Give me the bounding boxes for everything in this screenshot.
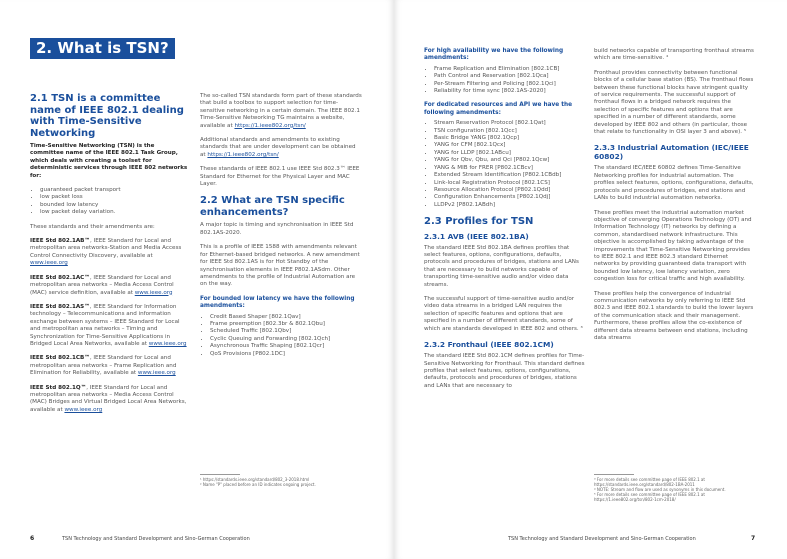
standard-link[interactable]: www.ieee.org: [134, 289, 173, 296]
list-item: • Per-Stream Filtering and Policing [802.1Qci]: [434, 81, 586, 88]
list-item: • YANG & MIB for FRER [P802.1CBcv]: [434, 165, 586, 172]
list-item: • Stream Reservation Protocol [802.1Qat]: [434, 120, 586, 127]
additional-standards-link[interactable]: https://1.ieee802.org/tsn/: [207, 151, 279, 158]
tsn-website-paragraph: The so-called TSN standards form part of these standards that build a toolbox to support selection for time-sensitive networking in a certain domain. The IEEE 802.1 Time-Sensitive Networking TG maintains a website, available at https://1.ieee802.org/tsn/: [200, 93, 362, 129]
section-title: 2. What is TSN?: [30, 38, 175, 59]
standard-description: , IEEE Standard for Local and metropolitan area networks – Media Access Control (MAC) Bridges and Virtual Bridged Local Area Networks, available at: [30, 384, 187, 413]
list-item: • Configuration Enhancements [P802.1Qdj]: [434, 194, 586, 201]
footnote-divider: [200, 474, 240, 475]
standard-name: IEEE Std 802.1AS™: [30, 303, 90, 310]
footnote: ² Name "P" placed before an ID indicates ongoing project.: [200, 482, 316, 487]
standard-name: IEEE Std 802.1Q™: [30, 384, 87, 391]
list-item: • bounded low latency: [40, 202, 190, 209]
heading-profiles: 2.3 Profiles for TSN: [424, 216, 534, 228]
industrial-paragraph-2: These profiles meet the industrial automation market objective of converging Operations Technology (OT) and Information Technology (IT) networks by defining a common, standardised network infrastructure. This objective is accomplished by taking advantage of the improvements that Time-Sensitive Networking provides to IEEE 802.1 and IEEE 802.3 standard Ethernet networks by providing guaranteed data transport with bounded low latency, low latency variation, zero congestion loss for critical traffic and high availability.: [594, 209, 752, 283]
latency-list: [200, 314, 362, 358]
standards-list: [30, 238, 190, 414]
list-item: • guaranteed packet transport: [40, 187, 190, 194]
tsn-website-link[interactable]: https://1.ieee802.org/tsn/: [234, 122, 306, 129]
list-item: • Credit Based Shaper [802.1Qav]: [210, 314, 362, 321]
list-item: • Path Control and Reservation [802.1Qca]: [434, 73, 586, 80]
timing-paragraph: A major topic is timing and synchronisation in IEEE Std 802.1AS-2020.: [200, 222, 354, 236]
heading-avb: 2.3.1 AVB (IEEE 802.1BA): [424, 231, 529, 241]
page-footer: TSN Technology and Standard Development and Sino-German Cooperation: [62, 536, 250, 542]
avb-paragraph-2: The successful support of time-sensitive audio and/or video data streams in a bridged LAN requires the selection of specific features and options that are specified in a number of different standards, some of which are standards developed in IEEE 802 and others. ³: [424, 296, 583, 332]
avb-paragraph-1: The standard IEEE Std 802.1BA defines profiles that select features, options, configurations, defaults, protocols and procedures of bridges, stations and LANs that are necessary to build networks capable of transporting time-sensitive audio and/or video data streams.: [424, 244, 579, 288]
standard-link[interactable]: www.ieee.org: [148, 340, 187, 347]
standard-name: IEEE Std 802.1AB™: [30, 238, 91, 245]
intro-list: [30, 187, 190, 217]
standard-link[interactable]: www.ieee.org: [137, 370, 176, 377]
list-item: • YANG for Qbv, Qbu, and Qci [P802.1Qcw]: [434, 157, 586, 164]
list-item: • Cyclic Queuing and Forwarding [802.1Qch]: [210, 336, 362, 343]
page-footer: TSN Technology and Standard Development and Sino-German Cooperation: [508, 536, 696, 542]
industrial-paragraph-3: These profiles help the convergence of industrial communication networks by only referring to IEEE Std 802.3 and IEEE 802.1 standards to build the lower layers of the communication stack and their management. Furthermore, these profiles allow the co-existence of different data streams between end stations, including data streams: [594, 290, 754, 341]
fronthaul-paragraph: The standard IEEE Std 802.1CM defines profiles for Time-Sensitive Networking for Fronthaul. This standard defines profiles that select features, options, configurations, defaults, protocols and procedures of bridges, stations and LANs that are necessary to: [424, 353, 585, 389]
high-availability-list: [424, 66, 586, 96]
resource-management-heading: For dedicated resources and API we have the following amendments:: [424, 102, 573, 116]
standard-link[interactable]: www.ieee.org: [64, 406, 103, 413]
page-number: 7: [751, 535, 756, 542]
resource-management-list: [424, 120, 586, 209]
standard-name: IEEE Std 802.1AC™: [30, 274, 90, 281]
standard-reference: [30, 385, 190, 415]
standard-description: , IEEE Standard for Local and metropolitan area networks – Media Access Control (MAC) service definition, available at: [30, 274, 174, 296]
left-footnotes: [200, 477, 365, 487]
list-item: • Frame preemption [802.3br & 802.1Qbu]: [210, 321, 362, 328]
profile-paragraph: This is a profile of IEEE 1588 with amendments relevant for Ethernet-based bridged networks. A new amendment for IEEE Std 802.1AS is for Hot Standby of the synchronisation elements in IEEE P802.1ASdm. Other amendments to the profile of Industrial Automation are on the way.: [200, 244, 360, 288]
amendments-intro: These standards and their amendments are:: [30, 223, 155, 230]
footnote-divider: [594, 474, 634, 475]
list-item: • Basic Bridge YANG [802.1Qcp]: [434, 135, 586, 142]
list-item: • low packet loss: [40, 194, 190, 201]
industrial-paragraph-1: The standard IEC/IEEE 60802 defines Time-Sensitive Networking profiles for industrial automation. The profiles select features, options, configurations, defaults, protocols and procedures of bridges, end stations and LANs to build industrial automation networks.: [594, 165, 754, 202]
right-page: [394, 0, 787, 559]
list-item: • Extended Stream Identification [P802.1CBdb]: [434, 172, 586, 179]
footnote: ⁴ NOTE: Stream and flow are used as synonyms in this document.: [594, 487, 726, 492]
list-item: • YANG for CFM [802.1Qcx]: [434, 142, 586, 149]
standard-reference: [30, 355, 190, 377]
heading-industrial: 2.3.3 Industrial Automation (IEC/IEEE 60802): [594, 143, 749, 162]
standard-reference: [30, 238, 190, 268]
heading-committee: 2.1 TSN is a committee name of IEEE 802.1 dealing with Time-Sensitive Networking: [30, 93, 184, 139]
additional-standards-paragraph: Additional standards and amendments to existing standards that are under development can be obtained at https://1.ieee802.org/tsn/: [200, 137, 356, 158]
intro-bold-text: Time-Sensitive Networking (TSN) is the committee name of the IEEE 802.1 Task Group, which deals with creating a toolset for deterministic services through IEEE 802 networks for:: [30, 143, 188, 179]
right-footnotes: [594, 477, 759, 502]
right-column-2: [594, 48, 754, 349]
footnote: ⁵ For more details see committee page of IEEE 802.1 at https://1.ieee802.org/tsn/802-1cm-2018/: [594, 492, 705, 502]
right-column-1: [424, 48, 586, 397]
list-item: • Scheduled Traffic [802.1Qbv]: [210, 328, 362, 335]
standard-link[interactable]: www.ieee.org: [30, 260, 68, 267]
list-item: • Resource Allocation Protocol [P802.1Qdd]: [434, 187, 586, 194]
footnote: ¹ https://standards.ieee.org/standard/802_3-2018.html: [200, 477, 310, 482]
standard-description: , IEEE Standard for Information technology – Telecommunications and information exchange between systems – IEEE Standard for Local and metropolitan area networks – Timing and Synchronization for Time-Sensitive Applications in Bridged Local Area Networks, available at: [30, 303, 180, 347]
list-item: • QoS Provisions [P802.1DC]: [210, 351, 362, 358]
high-availability-heading: For high availability we have the following amendments:: [424, 48, 564, 62]
list-item: • YANG for LLDP [802.1ABcu]: [434, 150, 586, 157]
list-item: • Asynchronous Traffic Shaping [802.1Qcr]: [210, 343, 362, 350]
left-column-2: [200, 93, 362, 365]
list-item: • Reliability for time sync [802.1AS-2020]: [434, 88, 586, 95]
footnote: ³ For more details see committee page of IEEE 802.1 at https://standards.ieee.org/standard/802-1BA-2011: [594, 477, 705, 487]
latency-heading: For bounded low latency we have the following amendments:: [200, 295, 355, 310]
fronthaul-continued: build networks capable of transporting fronthaul streams which are time-sensitive. ⁴: [594, 48, 754, 62]
heading-fronthaul: 2.3.2 Fronthaul (IEEE 802.1CM): [424, 340, 554, 350]
page-number: 6: [30, 535, 35, 542]
list-item: • TSN configuration [802.1Qcc]: [434, 128, 586, 135]
ethernet-paragraph: These standards of IEEE 802.1 use IEEE Std 802.3™ IEEE Standard for Ethernet for the Physical Layer and MAC Layer.: [200, 166, 360, 188]
standard-reference: [30, 304, 190, 348]
list-item: • Link-local Registration Protocol [802.1CS]: [434, 180, 586, 187]
standard-reference: [30, 275, 190, 297]
fronthaul-connectivity: Fronthaul provides connectivity between functional blocks of a cellular base station (BS). The fronthaul flows between these functional blocks have stringent quality of service requirements. The successful support of fronthaul flows in a bridged network requires the selection of specific features and options that are specified in a number of different standards, some developed by IEEE 802 and others (in particular, those that relate to functionality in OSI layer 3 and above). ⁵: [594, 69, 754, 136]
heading-enhancements: 2.2 What are TSN specific enhancements?: [200, 195, 345, 218]
standard-name: IEEE Std 802.1CB™: [30, 355, 90, 362]
left-column-1: [30, 93, 190, 421]
list-item: • Frame Replication and Elimination [802.1CB]: [434, 66, 586, 73]
list-item: • LLDPv2 [P802.1ABdh]: [434, 202, 586, 209]
standard-description: , IEEE Standard for Local and metropolitan area networks-Station and Media Access Control Connectivity Discovery, available at: [30, 238, 182, 259]
standard-description: , IEEE Standard for Local and metropolitan area networks – Frame Replication and Elimination for Reliability, available at: [30, 355, 177, 377]
list-item: • low packet delay variation.: [40, 209, 190, 216]
